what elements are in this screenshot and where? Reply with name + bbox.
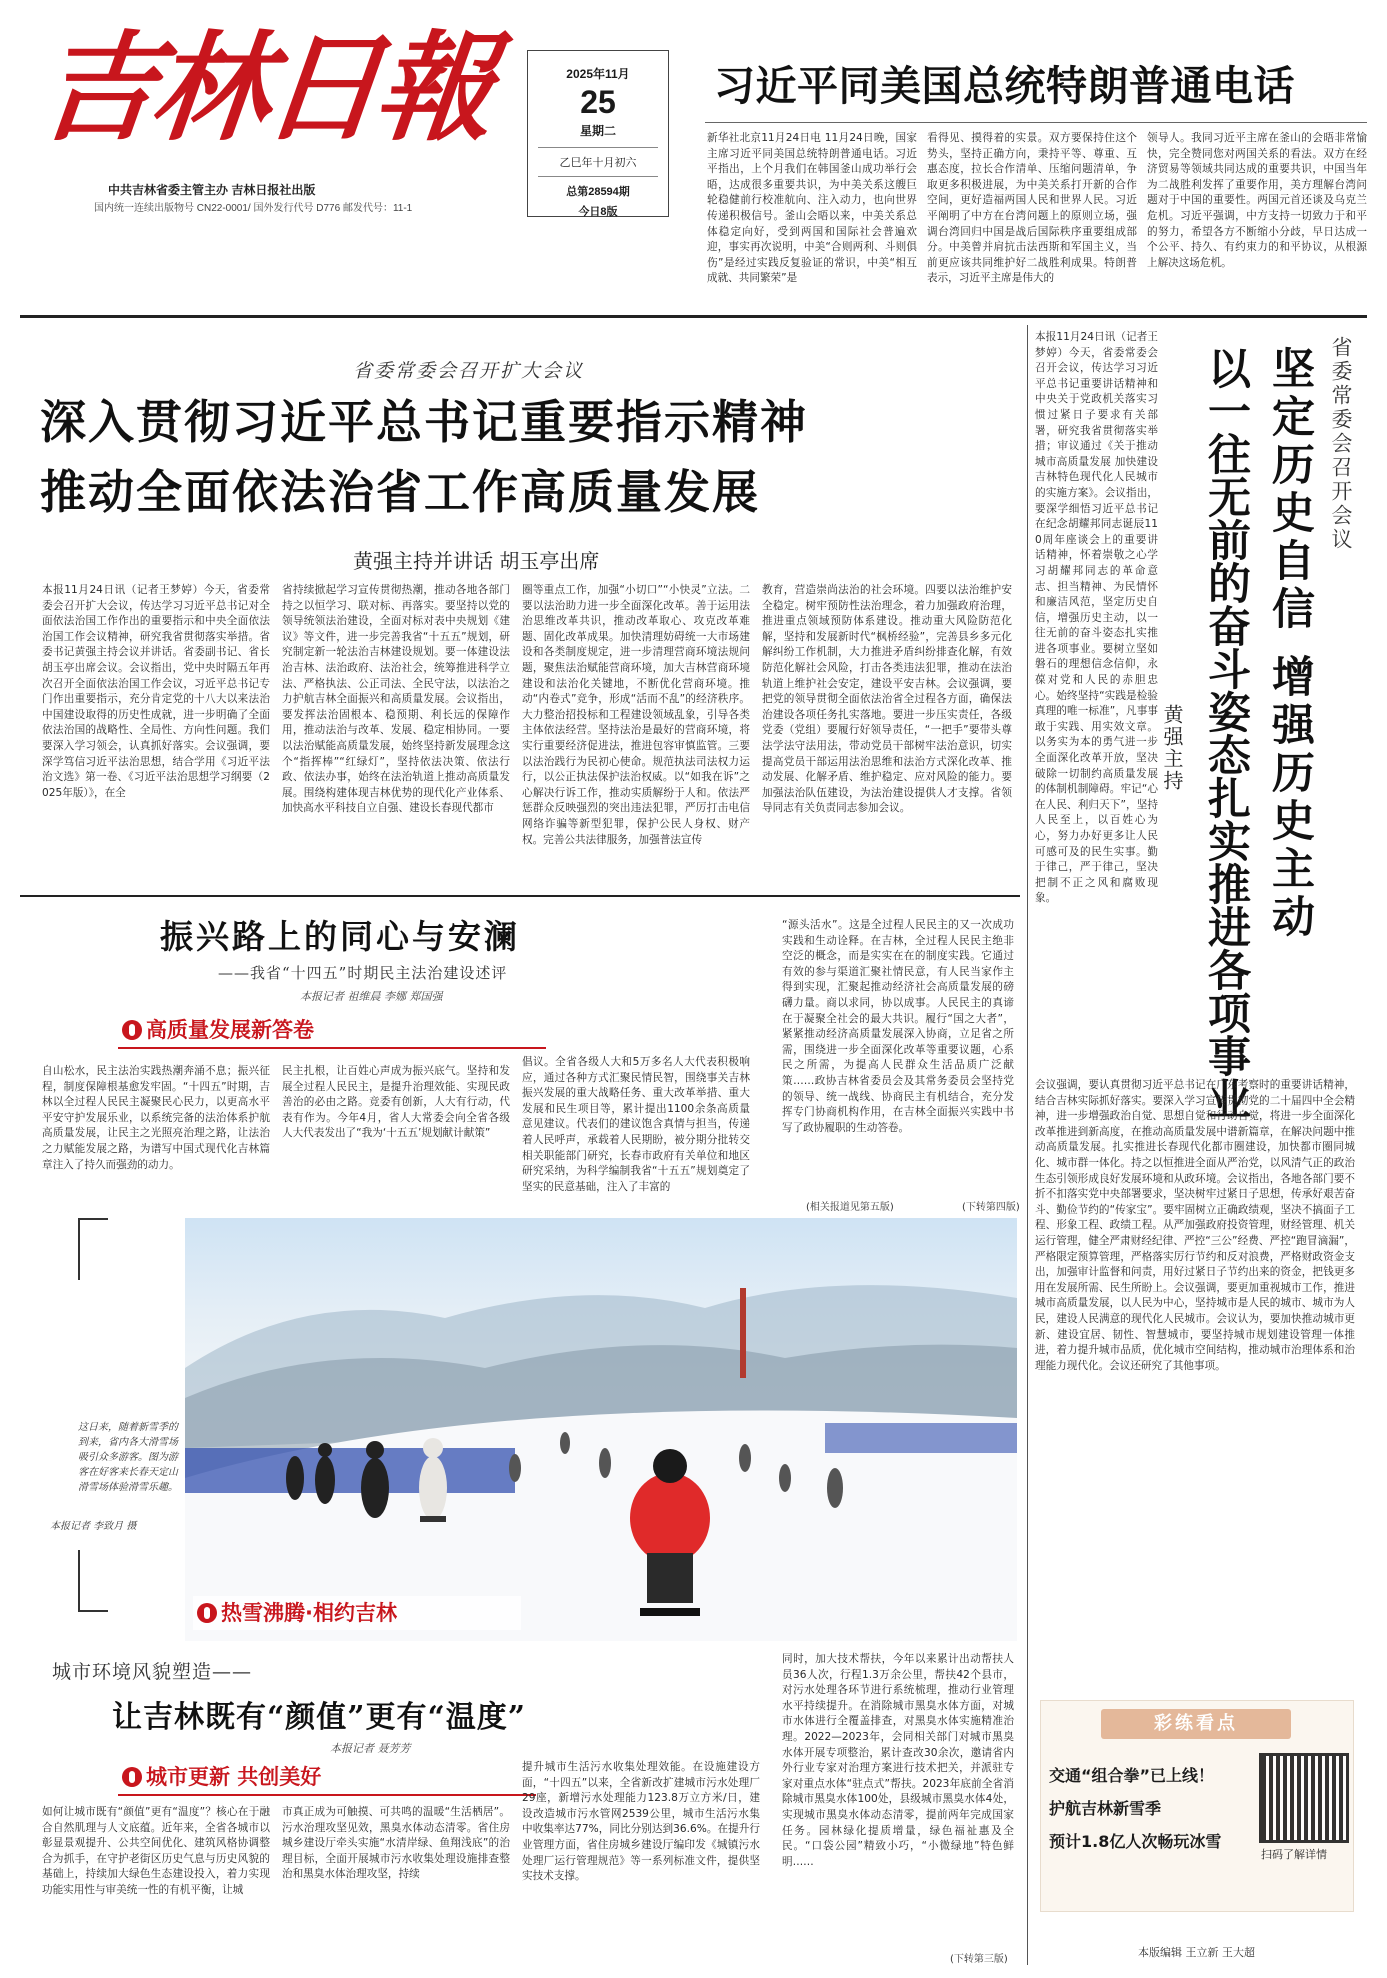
masthead-codes: 国内统一连续出版物号 CN22-0001/ 国外发行代号 D776 邮发代号：11-1 bbox=[94, 203, 413, 214]
ad-line1: 交通“组合拳”已上线！ bbox=[1049, 1766, 1215, 1785]
right-narrow-col: 本报11月24日讯（记者王梦婷）今天，省委常委会召开会议，传达学习习近平总书记重要讲话精神和中央关于党政机关落实习惯过紧日子要求有关部署，研究我省贯彻落实举措；审议通过《关于推动城市高质量发展 加快建设吉林特色现代化人民城市的实施方案》。会议指出，要深学细悟习近平总书记在纪念胡耀邦同志诞辰110周年座谈会上的重要讲话精神，怀着崇敬之心学习胡耀邦同志的革命意志、担当精神、为民情怀和廉洁风范，坚定历史自信，增强历史主动，以一往无前的奋斗姿态扎实推进各项事业。要树立坚如磐石的理想信念信仰，永葆对党和人民的赤胆忠心。始终坚持“实践是检验真理的唯一标准”，凡事事敢于实践、用实效文章。以务实为本的勇气进一步全面深化改革开放，坚决破除一切制约高质量发展的体制机制障碍。牢记“心在人民、利归天下”，坚持人民至上，以百姓心为心，努力办好更多让人民可感可及的民生实事。勤于律己，严于律己，坚决把制不正之风和腐败现象。 bbox=[1035, 331, 1158, 905]
page-count: 今日8版 bbox=[578, 206, 618, 218]
lead-col2: 省持续掀起学习宣传贯彻热潮，推动各地各部门持之以恒学习、联对标、再落实。要坚持以党的领导统领法治建设，全面对标对表中央规划《建议》等文件，进一步完善我省“十五五”规划，研究制定新一轮法治吉林建设规划。要一体建设法治吉林、法治政府、法治社会，统筹推进科学立法、严格执法、公正司法、全民守法，以法治之力护航吉林全面振兴和高质量发展。会议指出，要发挥法治固根本、稳预期、利长远的保障作用，推动法治与改革、发展、稳定相协同。一要以法治赋能高质量发展，始终坚持新发展理念这个“指挥棒”“红绿灯”，坚持依法决策、依法行政、依法办事，始终在法治轨道上推动高质量发展。围绕构建体现吉林优势的现代化产业体系、加快高水平科技自立自强、建设长春现代都市 bbox=[282, 584, 510, 815]
photo-section-bar bbox=[193, 1596, 521, 1630]
lead-headline-line2: 推动全面依法治省工作高质量发展 bbox=[40, 465, 760, 519]
zhenxing-byline: 本报记者 祖维晨 李娜 郑国强 bbox=[300, 990, 443, 1003]
lead-col3: 圈等重点工作，加强“小切口”“小快灵”立法。二要以法治助力进一步全面深化改革。善于运用法治思维改革共识，推动改革取心、攻克改革难题、固化改革成果。加快清理妨碍统一大市场建设和各类制度规定，进一步清理营商环境法规问题，聚焦法治赋能营商环境，加大吉林营商环境建设和法治化关键地，不断优化营商环境。推动“内卷式”竞争，形成“活而不乱”的经济秩序。大力整治招投标和工程建设领域乱象，引导各类主体依法经营。坚持法治是最好的营商环境，将实行重要经济促进法，推进包容审慎监管。三要以法治践行为民初心使命。规范执法司法权力运行，以公正执法保护法治权威。以“如我在诉”之心解决行诉工作，推动实质解纷于人和。依法严惩群众反映强烈的突出违法犯罪，严厉打击电信网络诈骗等新型犯罪，保护公民人身权、财产权。完善公共法律服务，加强普法宣传 bbox=[522, 584, 750, 846]
ad-qr-caption: 扫码了解详情 bbox=[1261, 1848, 1327, 1861]
city-byline: 本报记者 聂芳芳 bbox=[330, 1742, 411, 1755]
right-presider: 黄强主持 bbox=[1160, 704, 1184, 792]
photo-corner-top bbox=[78, 1218, 108, 1280]
zhenxing-col4: “源头活水”。这是全过程人民民主的又一次成功实践和生动诠释。在吉林，全过程人民民主绝非空泛的概念，而是实实在在的制度实践。它通过有效的参与渠道汇聚社情民意，有人民当家作主得到实现，汇聚起推动经济社会高质量发展的磅礴力量。商以求同，协以成事。人民民主的真谛在于凝聚全社会的最大共识。履行“国之大者”，紧紧推动经济高质量发展深入协商，立足省之所需，围绕进一步全面深化改革等重要议题，心系民之所需，为提高人民群众生活品质广泛献策……政协吉林省委员会及其常务委员会坚持党的领导、统一战线、协商民主有机结合，充分发挥专门协商机构作用，在吉林全面振兴实践中书写了政协履职的生动答卷。 bbox=[782, 919, 1014, 1134]
zhenxing-title: 振兴路上的同心与安澜 bbox=[160, 917, 520, 956]
masthead-logo-text: 吉林日報 bbox=[32, 18, 496, 157]
lead-kicker: 省委常委会召开扩大会议 bbox=[353, 360, 585, 382]
lead-subhead: 黄强主持并讲话 胡玉亭出席 bbox=[353, 549, 600, 573]
zhenxing-col2: 民主扎根，让百姓心声成为振兴底气。坚持和发展全过程人民民主，是提升治理效能、实现民政善治的必由之路。竞委有创新，人大有行动，代表有作为。今年4月，省人大常委会向全省各级人大代表发出了“我为‘十五五’规划献计献策” bbox=[282, 1065, 510, 1140]
ad-title-bar bbox=[1101, 1709, 1291, 1739]
lead-col1: 本报11月24日讯（记者王梦婷）今天，省委常委会召开扩大会议，传达学习习近平总书记对全面依法治国工作作出的重要指示和中央全面依法治国工作会议精神，研究我省贯彻落实举措。省委书记黄强主持会议并讲话。省委副书记、省长胡玉亭出席会议。会议指出，党中央时隔五年再次召开全面依法治国工作会议，习近平总书记专门作出重要指示，充分肯定党的十八大以来法治中国建设取得的历史性成就，进一步明确了全面依法治国的战略性、全局性、方向性问题。我们要深入学习领会，认真抓好落实。会议强调，要深学笃信习近平法治思想，结合学用《习近平法治文选》第一卷、《习近平法治思想学习纲要（2025年版）》，在全 bbox=[42, 584, 270, 799]
city-headline: 让吉林既有“颜值”更有“温度” bbox=[112, 1700, 527, 1735]
right-kicker: 省委常委会召开会议 bbox=[1329, 336, 1353, 552]
date-box bbox=[527, 50, 669, 217]
zhenxing-section-bar bbox=[118, 1013, 546, 1049]
right-headline-2: 以一往无前的奋斗姿态扎实推进各项事业 bbox=[1201, 346, 1251, 1120]
date-weekday: 星期二 bbox=[579, 124, 616, 138]
qr-code-icon[interactable] bbox=[1259, 1753, 1349, 1843]
right-wide-col: 会议强调，要认真贯彻习近平总书记在广东考察时的重要讲话精神，结合吉林实际抓好落实。要深入学习宣传贯彻党的二十届四中全会精神，进一步增强政治自觉、思想自觉和行动自觉，将进一步全面深化改革推进到新高度，在推动高质量发展中谱新篇章，在解决问题中推动高质量发展。扎实推进长春现代化都市圈建设，加快都市圈同城化、城市群一体化。持之以恒推进全面从严治党，以风清气正的政治生态引领形成良好发展环境和从政环境。会议指出，各地各部门要不折不扣落实党中央部署要求，坚决树牢过紧日子思想，传承好艰苦奋斗、勤俭节约的“传家宝”。要牢固树立正确政绩观，坚决不搞面子工程、形象工程、政绩工程。从严加强政府投资管理，财经管理、机关运行管理，健全严肃财经纪律、严控“三公”经费、严控“跑冒滴漏”，严格限定预算管理，严格落实厉行节约和反对浪费，严格财政资金支出，加强审计监督和问责，用好过紧日子节约出来的资金，把钱更多用在发展所需、民生所盼上。会议强调，要更加重视城市工作，推进城市高质量发展，以人民为中心，坚持城市是人民的城市、城市为人民，建设人民满意的现代化人民城市。会议认为，要加快推动城市更新、建设宜居、韧性、智慧城市，要坚持城市规划建设管理一体推进，着力提升城市品质，优化城市空间结构，推动城市治理体系和治理能力现代化。会议还研究了其他事项。 bbox=[1035, 1079, 1355, 1372]
city-kicker: 城市环境风貌塑造—— bbox=[52, 1661, 253, 1683]
zhenxing-subtitle: ——我省“十四五”时期民主法治建设述评 bbox=[218, 964, 508, 982]
top-story-col1: 新华社北京11月24日电 11月24日晚，国家主席习近平同美国总统特朗普通电话。习近平指出，上个月我们在韩国釜山成功举行会晤，达成很多重要共识，为中美关系这艘巨轮稳健前行校准航向、注入动力，也向世界传递积极信号。釜山会晤以来，中美关系总体稳定向好，受到两国和国际社会普遍欢迎，事实再次说明，中美“合则两利、斗则俱伤”是经过实践反复验证的常识，中美“相互成就、共同繁荣”是 bbox=[707, 132, 917, 285]
city-bar-label: 城市更新 共创美好 bbox=[146, 1765, 322, 1789]
city-col4: 同时，加大技术帮扶，今年以来累计出动帮扶人员36人次，行程1.3万余公里，帮扶42个县市，对污水处理各环节进行系统梳理，推动行业管理水平持续提升。在消除城市黑臭水体方面，对城市水体进行全覆盖排查，对黑臭水体实施精准治理。2022—2023年，会同相关部门对城市黑臭水体开展专项整治，累计查改30余次，邀请省内外行业专家对治理方案进行技术把关，并派驻专家对重点水体“驻点式”帮扶。2023年底前全省消除城市黑臭水体100处，县级城市黑臭水体4处，实现城市黑臭水体动态清零，提前两年完成国家任务。园林绿化提质增量，绿色福祉惠及全民。“口袋公园”精致小巧，“小微绿地”特色鲜明…… bbox=[782, 1653, 1014, 1868]
top-story-col2: 看得见、摸得着的实景。双方要保持住这个势头，坚持正确方向，秉持平等、尊重、互惠态度，拉长合作清单、压缩问题清单，争取更多积极进展，为中美关系打开新的合作空间，更好造福两国人民和世界人民。习近平阐明了中方在台湾问题上的原则立场，强调台湾回归中国是战后国际秩序重要组成部分。中美曾并肩抗击法西斯和军国主义，当前更应该共同维护好二战胜利成果。特朗普表示，习近平主席是伟大的 bbox=[927, 132, 1137, 285]
city-section-bar bbox=[118, 1760, 536, 1796]
zhenxing-related: (相关报道见第五版) bbox=[806, 1202, 894, 1213]
ad-title: 彩练看点 bbox=[1154, 1713, 1238, 1734]
top-story-col3: 领导人。我同习近平主席在釜山的会晤非常愉快，完全赞同您对两国关系的看法。双方在经济贸易等领域共同达成的重要共识，中国当年为二战胜利发挥了重要作用，美方理解台湾问题对于中国的重要性。两国元首还谈及乌克兰危机。习近平强调，中方支持一切致力于和平的努力，希望各方不断缩小分歧，早日达成一个公平、持久、有约束力的和平协议，从根源上解决这场危机。 bbox=[1147, 132, 1367, 269]
date-lunar: 乙巳年十月初六 bbox=[559, 157, 637, 169]
ski-photo bbox=[185, 1218, 1017, 1641]
section-flame-icon bbox=[122, 1767, 142, 1787]
zhenxing-continued: (下转第四版) bbox=[962, 1202, 1020, 1213]
photo-caption: 这日来，随着新雪季的到来，省内各大滑雪场吸引众多游客。图为游客在好客来长春天定山滑雪场体验滑雪乐趣。 bbox=[78, 1422, 178, 1493]
photo-credit: 本报记者 李致月 摄 bbox=[50, 1521, 137, 1532]
city-col1: 如何让城市既有“颜值”更有“温度”？核心在于融合自然肌理与人文底蕴。近年来，全省各城市以彰显景观提升、公共空间优化、建筑风格协调整合为抓手，在守护老街区历史气息与历史风貌的基础上，持续加大绿色生态建设投入，着力实现功能实用性与审美统一性的有机平衡，让城 bbox=[42, 1806, 270, 1896]
photo-bar-label: 热雪沸腾·相约吉林 bbox=[221, 1601, 397, 1625]
section-flame-icon bbox=[122, 1020, 142, 1040]
ski-scene-image bbox=[185, 1218, 1017, 1641]
city-continued: (下转第三版) bbox=[950, 1954, 1008, 1965]
ad-line3: 预计1.8亿人次畅玩冰雪 bbox=[1049, 1832, 1222, 1851]
lead-headline-line1: 深入贯彻习近平总书记重要指示精神 bbox=[40, 395, 808, 449]
masthead-title bbox=[32, 18, 500, 178]
city-col3: 提升城市生活污水收集处理效能。在设施建设方面，“十四五”以来，全省新改扩建城市污水处理厂29座，新增污水处理能力123.8万立方米/日，建设改造城市污水管网2539公里，城市生活污水集中收集率达77%，同比分别达到36.6%。在提升行业管理方面，省住房城乡建设厅编印发《城镇污水处理厂运行管理规范》等一系列标准文件，提供坚实技术支撑。 bbox=[522, 1761, 760, 1883]
lead-col4: 教育，营造崇尚法治的社会环境。四要以法治维护安全稳定。树牢预防性法治理念，着力加强政府治理，推进重点领域预防体系建设。推动重大风险防范化解，坚持和发展新时代“枫桥经验”，完善县乡多元化解纠纷工作机制，大力推进矛盾纠纷排查化解，有效防范化解社会风险，打击各类违法犯罪，推动在法治轨道上维护社会安定，建设平安吉林。会议强调，要把党的领导贯彻全面依法治省全过程各方面，确保法治建设各项任务扎实落地。要进一步压实责任，各级党委（党组）要履行好领导责任，“一把手”要带头尊法学法守法用法，带动党员干部树牢法治意识，切实提高党员干部运用法治思维和法治方式深化改革、推动发展、化解矛盾、维护稳定、应对风险的能力。要加强法治队伍建设，为法治建设提供人才支撑。省领导同志有关负责同志参加会议。 bbox=[762, 584, 1012, 815]
masthead-publisher: 中共吉林省委主管主办 吉林日报社出版 bbox=[108, 183, 316, 197]
city-col2: 市真正成为可触摸、可共鸣的温暖“生活栖居”。污水治理攻坚见效，黑臭水体动态清零。省住房城乡建设厅牵头实施“水清岸绿、鱼翔浅底”的治理目标，全面开展城市污水收集处理设施排查整治和黑臭水体治理攻坚，持续 bbox=[282, 1806, 510, 1881]
ad-line2: 护航吉林新雪季 bbox=[1049, 1799, 1162, 1818]
section-flame-icon bbox=[197, 1603, 217, 1623]
page-editors: 本版编辑 王立新 王大超 bbox=[1138, 1946, 1255, 1959]
ad-box[interactable] bbox=[1040, 1700, 1354, 1912]
right-headline-1: 坚定历史自信 增强历史主动 bbox=[1265, 346, 1315, 942]
photo-corner-bottom bbox=[78, 1550, 108, 1612]
date-month: 2025年11月 bbox=[566, 67, 630, 81]
top-story-headline: 习近平同美国总统特朗普通电话 bbox=[714, 62, 1295, 110]
zhenxing-bar-label: 高质量发展新答卷 bbox=[146, 1018, 314, 1042]
issue-number: 总第28594期 bbox=[566, 186, 630, 198]
zhenxing-col1: 自山松水，民主法治实践热潮奔涌不息；振兴征程，制度保障根基愈发牢固。“十四五”时期，吉林以全过程人民民主凝聚民心民力，以更高水平平安守护发展乐业，以系统完备的法治体系护航高质量发展，让民主之光照亮治理之路，让法治之力赋能发展之路，为谱写中国式现代化吉林篇章注入了持久而强劲的动力。 bbox=[42, 1065, 270, 1171]
date-day: 25 bbox=[580, 84, 616, 120]
zhenxing-col3: 倡议。全省各级人大和5万多名人大代表积极响应，通过各种方式汇聚民情民智，围绕事关吉林振兴发展的重大战略任务、重大改革举措、重大发展和民生项目等，累计提出1100余条高质量意见建议。代表们的建议饱含真情与担当，传递着人民呼声，承载着人民期盼，被分期分批转交相关职能部门研究，长春市政府有关单位和地区研究采纳，为科学编制我省“十五五”规划奠定了坚实的民意基础，注入了丰富的 bbox=[522, 1056, 750, 1193]
